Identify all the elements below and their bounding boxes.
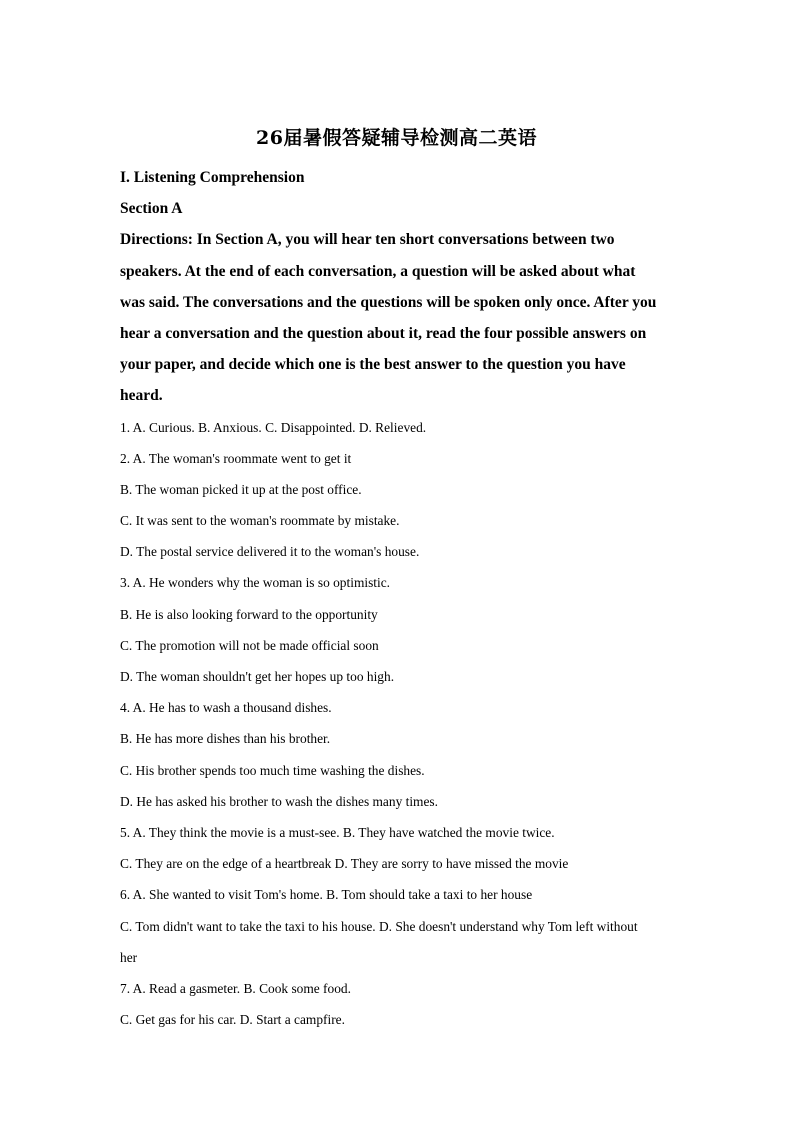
question-line: D. The postal service delivered it to the woman's house. — [120, 544, 420, 560]
question-line: C. It was sent to the woman's roommate by mistake. — [120, 513, 400, 529]
directions-line: heard. — [120, 387, 163, 405]
directions-line: Directions: In Section A, you will hear ten short conversations between two — [120, 231, 615, 249]
directions-line: was said. The conversations and the questions will be spoken only once. After you — [120, 293, 657, 311]
question-line: 3. A. He wonders why the woman is so optimistic. — [120, 575, 391, 591]
question-line: C. Get gas for his car. D. Start a campfire. — [120, 1012, 345, 1028]
question-line: D. He has asked his brother to wash the dishes many times. — [120, 793, 438, 809]
part-heading: I. Listening Comprehension — [120, 169, 305, 186]
question-line: 6. A. She wanted to visit Tom's home. B. Tom should take a taxi to her house — [120, 887, 533, 903]
directions-paragraph — [120, 224, 680, 411]
directions-line: speakers. At the end of each conversation, a question will be asked about what — [120, 262, 636, 280]
question-line: 4. A. He has to wash a thousand dishes. — [120, 700, 332, 716]
question-line: B. He has more dishes than his brother. — [120, 731, 331, 747]
question-line: her — [120, 949, 138, 965]
question-line: 1. A. Curious. B. Anxious. C. Disappointed. D. Relieved. — [120, 419, 427, 435]
directions-line: your paper, and decide which one is the best answer to the question you have — [120, 356, 626, 374]
document-title: 26届暑假答疑辅导检测高二英语 — [256, 127, 537, 149]
question-list — [120, 412, 680, 1036]
question-line: B. The woman picked it up at the post office. — [120, 481, 362, 497]
question-line: 7. A. Read a gasmeter. B. Cook some food. — [120, 980, 351, 996]
question-line: D. The woman shouldn't get her hopes up too high. — [120, 669, 395, 684]
document-body — [120, 162, 680, 1035]
section-heading: Section A — [120, 200, 183, 218]
question-line: C. His brother spends too much time washing the dishes. — [120, 762, 425, 778]
directions-line: hear a conversation and the question about it, read the four possible answers on — [120, 324, 647, 342]
question-line: C. Tom didn't want to take the taxi to his house. D. She doesn't understand why Tom left without — [120, 918, 638, 934]
question-line: C. The promotion will not be made official soon — [120, 637, 379, 653]
question-line: B. He is also looking forward to the opportunity — [120, 606, 378, 622]
question-line: C. They are on the edge of a heartbreak D. They are sorry to have missed the movie — [120, 856, 569, 872]
question-line: 5. A. They think the movie is a must-see. B. They have watched the movie twice. — [120, 824, 555, 840]
question-line: 2. A. The woman's roommate went to get it — [120, 450, 352, 466]
